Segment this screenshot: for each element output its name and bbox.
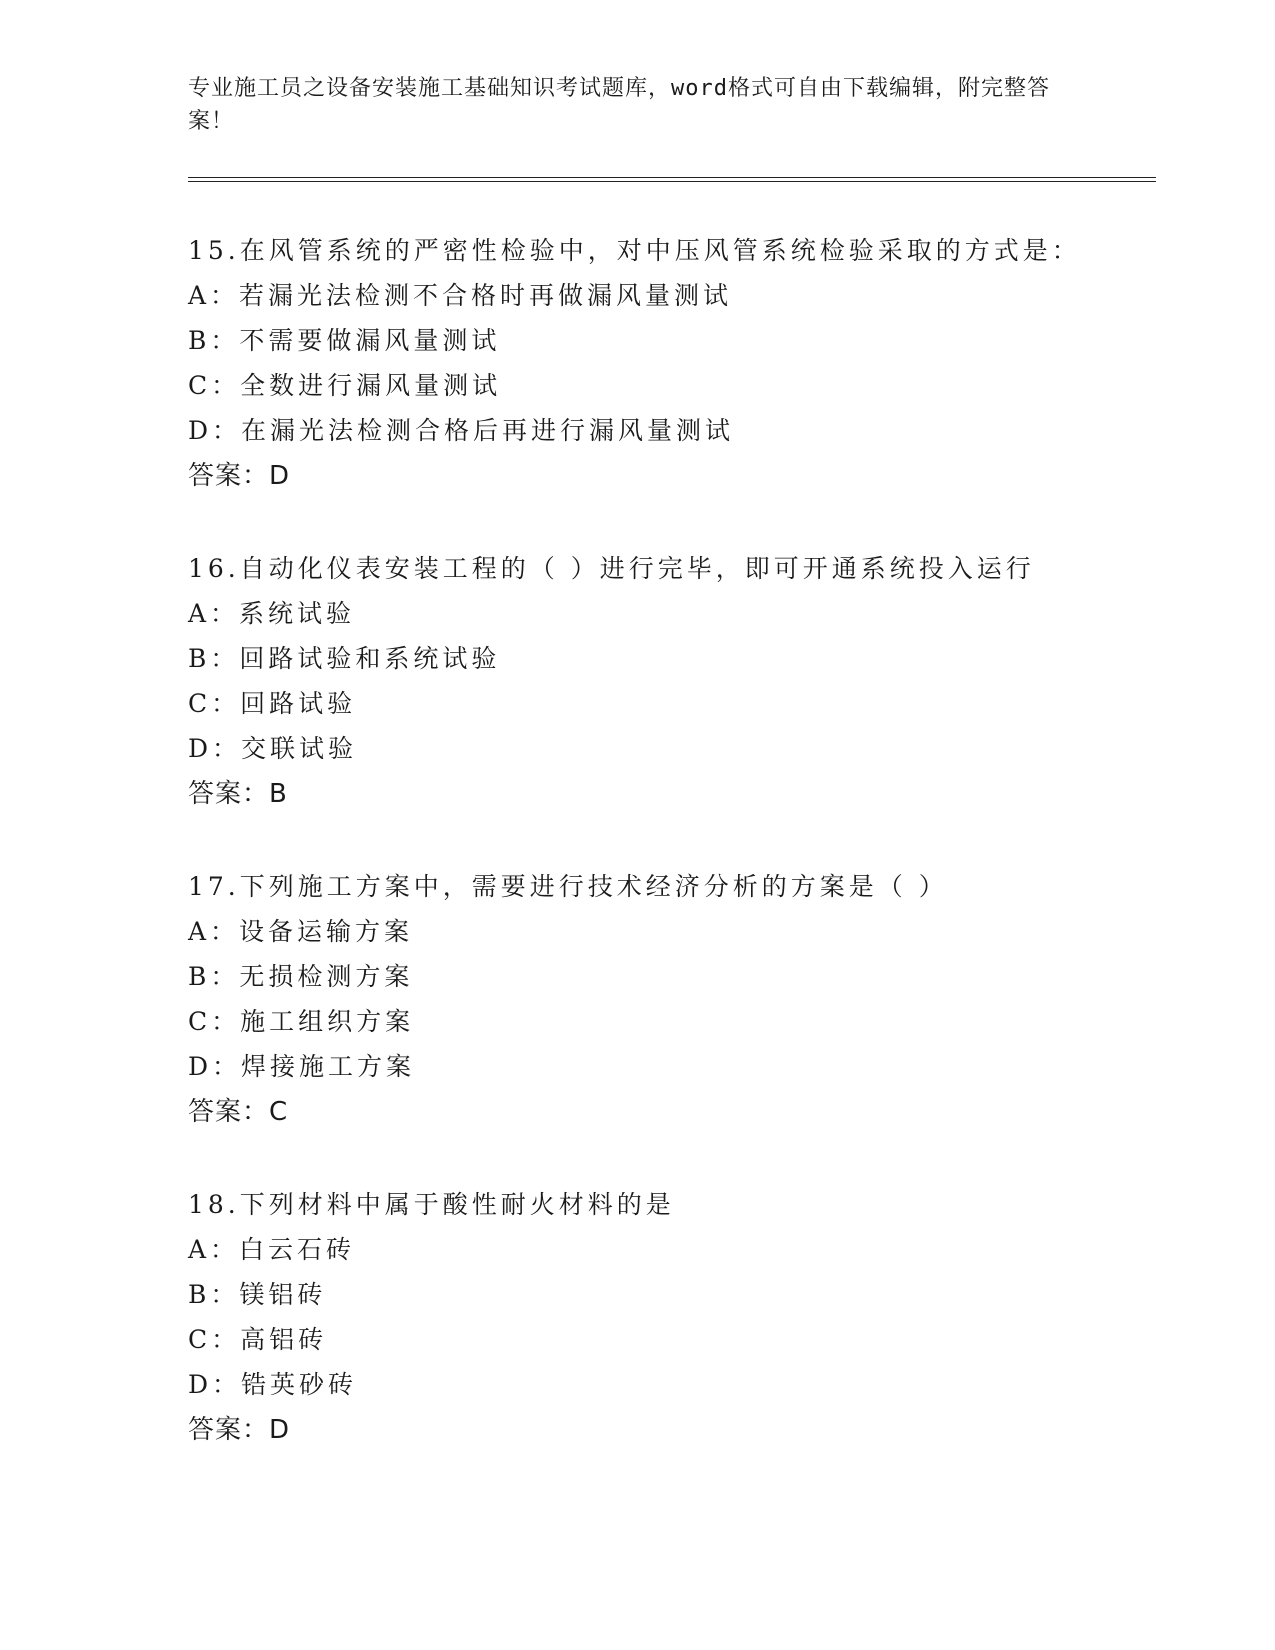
option-a: A：若漏光法检测不合格时再做漏风量测试 <box>188 281 733 310</box>
option-c: C：高铝砖 <box>188 1325 328 1354</box>
header-divider-bottom <box>188 181 1156 182</box>
question-stem: 15.在风管系统的严密性检验中，对中压风管系统检验采取的方式是： <box>188 236 1081 265</box>
option-d: D：锆英砂砖 <box>188 1370 358 1399</box>
question-15 <box>188 228 1148 499</box>
answer: 答案：D <box>188 461 291 491</box>
option-a: A：设备运输方案 <box>188 917 414 946</box>
option-c: C：施工组织方案 <box>188 1007 415 1036</box>
question-stem: 17.下列施工方案中，需要进行技术经济分析的方案是（ ） <box>188 872 948 901</box>
question-stem: 18.下列材料中属于酸性耐火材料的是 <box>188 1190 675 1219</box>
option-d: D：交联试验 <box>188 734 358 763</box>
option-a: A：白云石砖 <box>188 1235 356 1264</box>
option-a: A：系统试验 <box>188 599 356 628</box>
question-18 <box>188 1182 1148 1453</box>
option-b: B：镁铝砖 <box>188 1280 327 1309</box>
option-b: B：无损检测方案 <box>188 962 414 991</box>
option-b: B：回路试验和系统试验 <box>188 644 501 673</box>
answer: 答案：B <box>188 779 288 809</box>
option-d: D：在漏光法检测合格后再进行漏风量测试 <box>188 416 735 445</box>
option-b: B：不需要做漏风量测试 <box>188 326 501 355</box>
header-divider-top <box>188 177 1156 178</box>
question-17 <box>188 864 1148 1135</box>
option-d: D：焊接施工方案 <box>188 1052 416 1081</box>
document-header: 专业施工员之设备安装施工基础知识考试题库，word格式可自由下载编辑，附完整答案！ <box>188 76 1050 134</box>
question-16 <box>188 546 1148 817</box>
answer: 答案：C <box>188 1097 289 1127</box>
option-c: C：回路试验 <box>188 689 357 718</box>
option-c: C：全数进行漏风量测试 <box>188 371 502 400</box>
answer: 答案：D <box>188 1415 291 1445</box>
question-stem: 16.自动化仪表安装工程的（ ）进行完毕，即可开通系统投入运行 <box>188 554 1035 583</box>
